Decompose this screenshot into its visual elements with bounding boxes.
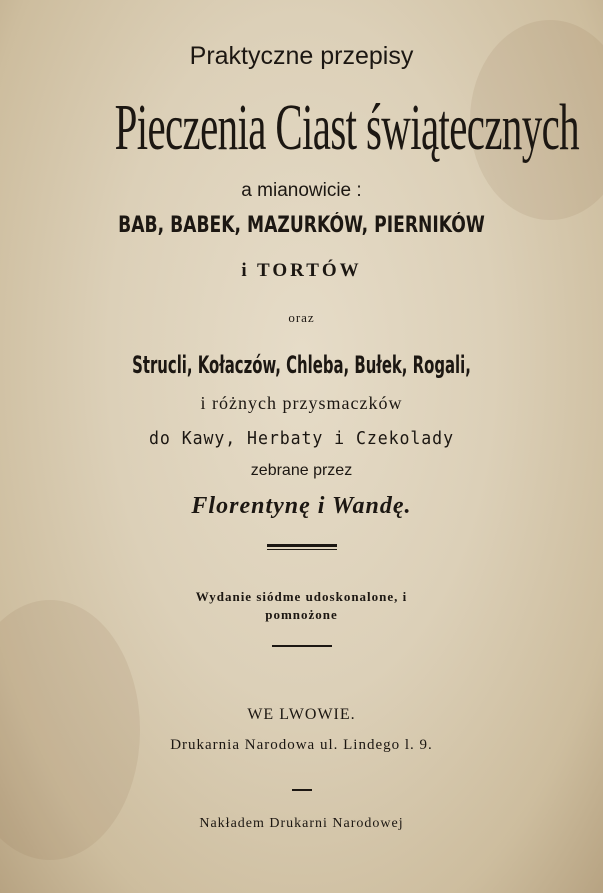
edition-note-line1: Wydanie siódme udoskonalone, i	[195, 589, 408, 604]
divider-rule	[272, 645, 332, 647]
pastry-list-secondary: Strucli, Kołaczów, Chleba, Bułek, Rogali,	[132, 351, 471, 379]
treats-text: i różnych przysmaczków	[200, 393, 403, 413]
edition-note-line2: pomnożone	[265, 607, 338, 622]
authors-name: Florentynę i Wandę.	[191, 493, 412, 519]
book-title: Pieczenia Ciast świątecznych	[114, 91, 579, 164]
tortow-text: i TORTÓW	[241, 260, 362, 281]
namely-text: a mianowicie :	[241, 180, 362, 201]
beverages-text: do Kawy, Herbaty i Czekolady	[149, 428, 454, 449]
divider-rule-short	[292, 789, 312, 791]
publisher-text: Nakładem Drukarni Narodowej	[199, 816, 404, 831]
pastry-list-primary: BAB, BABEK, MAZURKÓW, PIERNIKÓW	[118, 213, 485, 238]
divider-rule-thin	[267, 549, 337, 550]
printer-address: Drukarnia Narodowa ul. Lindego l. 9.	[170, 737, 433, 753]
publication-city: WE LWOWIE.	[247, 706, 356, 723]
collected-by-text: zebrane przez	[250, 462, 353, 479]
book-subtitle: Praktyczne przepisy	[189, 42, 414, 70]
divider-rule	[267, 544, 337, 547]
oraz-text: oraz	[288, 310, 315, 325]
